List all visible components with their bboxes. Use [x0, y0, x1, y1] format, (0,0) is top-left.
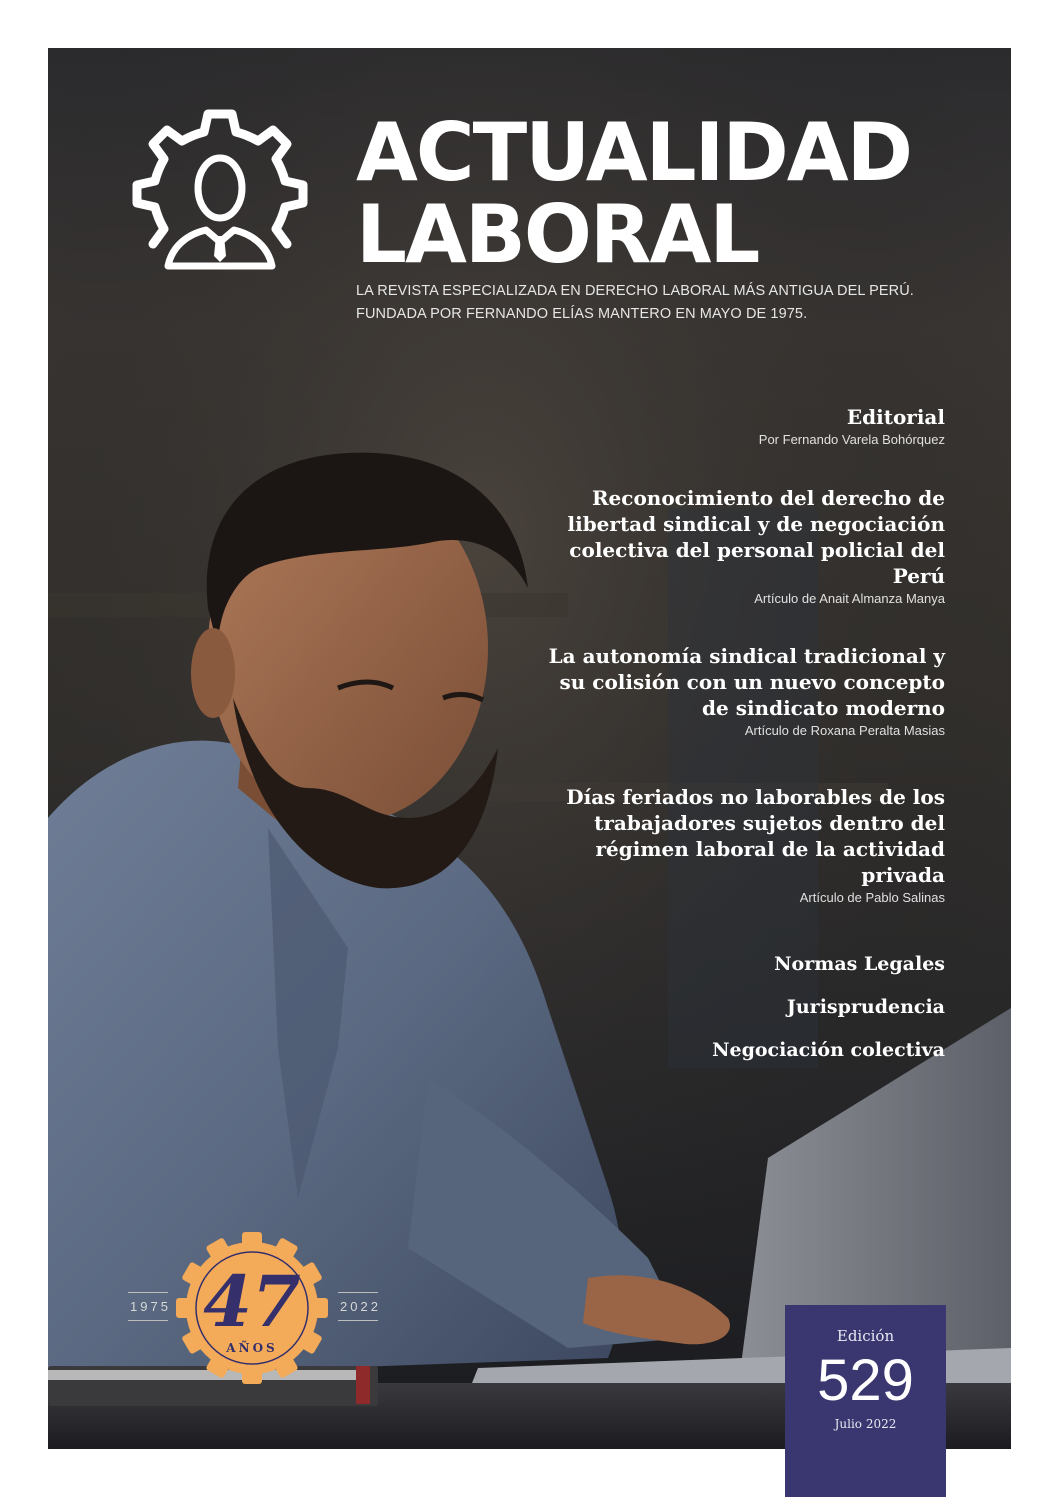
toc-article-author: Artículo de Anait Almanza Manya	[754, 591, 945, 606]
toc-article-title-line: régimen laboral de la actividad	[595, 837, 945, 861]
anniversary-gear-badge	[172, 1228, 332, 1388]
badge-gear-tooth	[176, 1298, 198, 1318]
toc-section-normas-legales[interactable]: Normas Legales	[774, 953, 945, 975]
toc-article-author: Por Fernando Varela Bohórquez	[758, 432, 945, 447]
toc-article-title-line: colectiva del personal policial del	[569, 538, 945, 562]
anniversary-label: AÑOS	[226, 1341, 278, 1355]
tagline-line1: LA REVISTA ESPECIALIZADA EN DERECHO LABORAL MÁS ANTIGUA DEL PERÚ.	[356, 283, 914, 299]
toc-article-author: Artículo de Roxana Peralta Masias	[744, 723, 945, 738]
year-divider	[338, 1292, 378, 1293]
toc-article-title-line: Perú	[892, 564, 945, 588]
badge-gear-tooth	[242, 1362, 262, 1384]
year-divider	[128, 1292, 168, 1293]
badge-gear-tooth	[306, 1298, 328, 1318]
magazine-title-line2: LABORAL	[356, 188, 759, 281]
tagline	[356, 280, 914, 326]
badge-gear-tooth	[242, 1232, 262, 1254]
edition-label: Edición	[836, 1327, 895, 1345]
toc-article-title: Editorial	[846, 405, 945, 429]
toc-article-title-line: su colisión con un nuevo concepto	[559, 670, 945, 694]
toc-article-title-line: La autonomía sindical tradicional y	[548, 644, 945, 668]
toc-section-jurisprudencia[interactable]: Jurisprudencia	[786, 996, 945, 1018]
edition-date: Julio 2022	[834, 1417, 897, 1431]
toc-article-autonomia-sindical[interactable]	[515, 643, 945, 740]
toc-article-title-line: trabajadores sujetos dentro del	[594, 811, 945, 835]
year-divider	[338, 1320, 378, 1321]
anniversary-number: 47	[203, 1260, 301, 1343]
edition-box	[785, 1305, 946, 1497]
gear-person-icon	[128, 106, 312, 280]
cover	[48, 48, 1011, 1449]
toc-article-title-line: libertad sindical y de negociación	[567, 512, 945, 536]
toc-article-title-line: privada	[861, 863, 945, 887]
toc-article-author: Artículo de Pablo Salinas	[799, 890, 945, 905]
anniversary-year-start: 1975	[130, 1299, 171, 1314]
toc-article-title-line: de sindicato moderno	[702, 696, 945, 720]
anniversary-year-end: 2022	[340, 1299, 381, 1314]
toc-article-title-line: Reconocimiento del derecho de	[591, 486, 945, 510]
toc-article-libertad-sindical[interactable]	[515, 485, 945, 608]
magazine-title	[356, 106, 912, 281]
magazine-title-line1: ACTUALIDAD	[356, 106, 912, 199]
toc-article-dias-feriados[interactable]	[515, 784, 945, 907]
toc-section-negociacion-colectiva[interactable]: Negociación colectiva	[712, 1039, 945, 1061]
edition-number: 529	[817, 1348, 914, 1413]
year-divider	[128, 1320, 168, 1321]
tagline-line2: FUNDADA POR FERNANDO ELÍAS MANTERO EN MAYO DE 1975.	[356, 306, 808, 322]
table-of-contents	[515, 404, 945, 1080]
toc-article-editorial[interactable]	[515, 404, 945, 449]
toc-article-title-line: Días feriados no laborables de los	[566, 785, 945, 809]
